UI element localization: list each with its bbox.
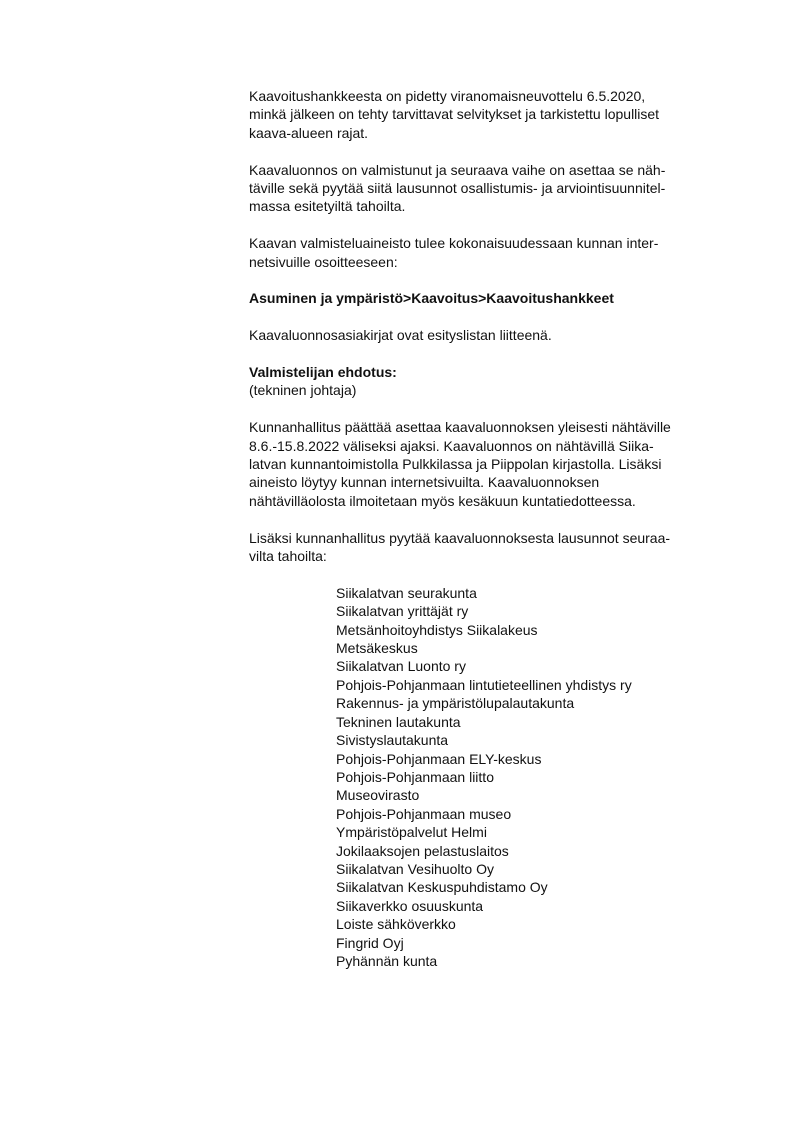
recipient-item: Siikaverkko osuuskunta bbox=[336, 897, 484, 914]
text-line: Kaavoitushankkeesta on pidetty viranomaisneuvottelu 6.5.2020, bbox=[249, 88, 646, 104]
paragraph-consultation bbox=[249, 87, 729, 142]
text-line: Kaavan valmisteluaineisto tulee kokonaisuudessaan kunnan inter- bbox=[249, 235, 659, 252]
recipient-item: Siikalatvan Keskuspuhdistamo Oy bbox=[336, 879, 548, 896]
paragraph-attachments: Kaavaluonnosasiakirjat ovat esityslistan liitteenä. bbox=[249, 327, 552, 344]
recipient-item: Pohjois-Pohjanmaan ELY-keskus bbox=[336, 750, 542, 767]
recipient-item: Tekninen lautakunta bbox=[336, 713, 461, 730]
recipient-item: Siikalatvan yrittäjät ry bbox=[336, 603, 469, 620]
recipient-item: Ympäristöpalvelut Helmi bbox=[336, 824, 487, 841]
proposal-heading: Valmistelijan ehdotus: bbox=[249, 364, 397, 381]
text-line: massa esitetyiltä tahoilta. bbox=[249, 198, 406, 215]
paragraph-draft-ready bbox=[249, 161, 729, 216]
paragraph-decision bbox=[249, 418, 729, 510]
recipient-item: Siikalatvan Vesihuolto Oy bbox=[336, 860, 494, 877]
text-line: aineisto löytyy kunnan internetsivuilta. Kaavaluonnoksen bbox=[249, 474, 600, 491]
text-line: nähtävilläolosta ilmoitetaan myös kesäkuun kuntatiedotteessa. bbox=[249, 492, 636, 509]
recipient-item: Pohjois-Pohjanmaan museo bbox=[336, 805, 512, 822]
recipient-item: Pyhännän kunta bbox=[336, 952, 438, 969]
proposal-section bbox=[249, 363, 729, 400]
recipient-item: Jokilaaksojen pelastuslaitos bbox=[336, 842, 509, 859]
recipient-item: Pohjois-Pohjanmaan lintutieteellinen yhdistys ry bbox=[336, 676, 632, 693]
text-line: täville sekä pyytää siitä lausunnot osallistumis- ja arviointisuunnitel- bbox=[249, 180, 666, 197]
text-line: latvan kunnantoimistolla Pulkkilassa ja Piippolan kirjastolla. Lisäksi bbox=[249, 456, 662, 473]
recipient-item: Pohjois-Pohjanmaan liitto bbox=[336, 768, 494, 785]
website-path: Asuminen ja ympäristö>Kaavoitus>Kaavoitushankkeet bbox=[249, 290, 614, 307]
text-line: Kaavaluonnos on valmistunut ja seuraava vaihe on asettaa se näh- bbox=[249, 161, 666, 178]
recipient-item: Fingrid Oyj bbox=[336, 934, 404, 951]
recipient-item: Museovirasto bbox=[336, 787, 420, 804]
text-line: Lisäksi kunnanhallitus pyytää kaavaluonnoksesta lausunnot seuraa- bbox=[249, 529, 671, 546]
recipient-item: Siikalatvan seurakunta bbox=[336, 584, 477, 601]
proposal-author: (tekninen johtaja) bbox=[249, 382, 357, 399]
recipient-item: Rakennus- ja ympäristölupalautakunta bbox=[336, 695, 575, 712]
recipient-item: Loiste sähköverkko bbox=[336, 916, 456, 933]
recipient-item: Metsänhoitoyhdistys Siikalakeus bbox=[336, 621, 538, 638]
recipient-list bbox=[249, 584, 729, 971]
text-line: vilta tahoilta: bbox=[249, 548, 327, 565]
text-line: Kunnanhallitus päättää asettaa kaavaluonnoksen yleisesti nähtäville bbox=[249, 419, 671, 436]
recipient-item: Sivistyslautakunta bbox=[336, 732, 449, 749]
text-line: kaava-alueen rajat. bbox=[249, 124, 369, 141]
recipient-item: Metsäkeskus bbox=[336, 640, 418, 657]
text-line: 8.6.-15.8.2022 väliseksi ajaksi. Kaavaluonnos on nähtävillä Siika- bbox=[249, 437, 654, 454]
recipient-item: Siikalatvan Luonto ry bbox=[336, 658, 466, 675]
paragraph-statements bbox=[249, 529, 729, 566]
text-line: minkä jälkeen on tehty tarvittavat selvitykset ja tarkistettu lopulliset bbox=[249, 106, 660, 123]
document-body bbox=[249, 87, 729, 970]
paragraph-material-online bbox=[249, 234, 729, 271]
text-line: netsivuille osoitteeseen: bbox=[249, 253, 398, 270]
